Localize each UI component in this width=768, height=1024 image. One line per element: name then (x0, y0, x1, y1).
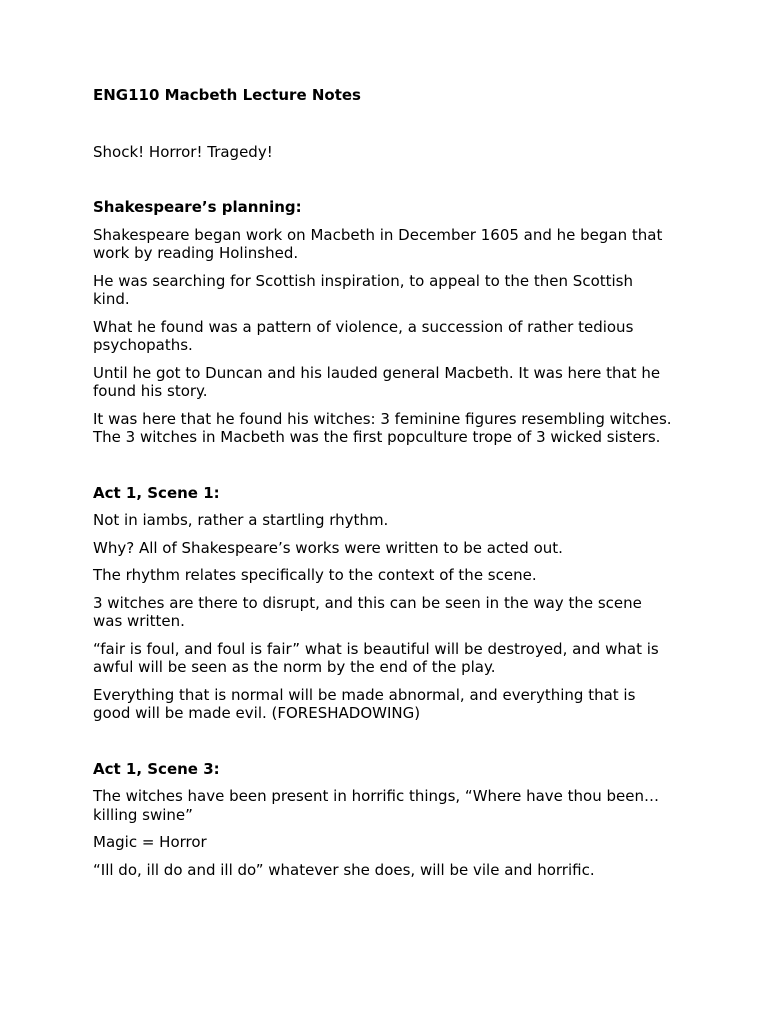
section-shakespeares-planning (93, 198, 673, 447)
paragraph: The rhythm relates specifically to the context of the scene. (93, 566, 537, 584)
paragraph: It was here that he found his witches: 3 feminine figures resembling witches. The 3 witches in Macbeth was the first popculture trope of 3 wicked sisters. (93, 409, 672, 446)
paragraph: Not in iambs, rather a startling rhythm. (93, 511, 389, 529)
paragraph: He was searching for Scottish inspiration, to appeal to the then Scottish kind. (93, 271, 633, 308)
paragraph: What he found was a pattern of violence, a succession of rather tedious psychopaths. (93, 317, 634, 354)
paragraph: Shakespeare began work on Macbeth in December 1605 and he began that work by reading Holinshed. (93, 225, 663, 262)
section-heading: Shakespeare’s planning: (93, 198, 302, 216)
section-act1-scene3 (93, 760, 673, 880)
document-page (93, 86, 673, 888)
paragraph: The witches have been present in horrific things, “Where have thou been… killing swine” (93, 787, 659, 824)
section-act1-scene1 (93, 484, 673, 723)
paragraph: 3 witches are there to disrupt, and this can be seen in the way the scene was written. (93, 593, 642, 630)
paragraph: “fair is foul, and foul is fair” what is beautiful will be destroyed, and what is awful will be seen as the norm by the end of the play. (93, 639, 659, 676)
paragraph: Until he got to Duncan and his lauded general Macbeth. It was here that he found his story. (93, 363, 661, 400)
section-heading: Act 1, Scene 1: (93, 483, 220, 502)
paragraph: Why? All of Shakespeare’s works were written to be acted out. (93, 538, 563, 557)
paragraph: Magic = Horror (93, 833, 207, 851)
section-heading: Act 1, Scene 3: (93, 759, 220, 778)
paragraph: Everything that is normal will be made abnormal, and everything that is good will be made evil. (FORESHADOWING) (93, 685, 636, 722)
intro-line: Shock! Horror! Tragedy! (93, 142, 273, 161)
document-title: ENG110 Macbeth Lecture Notes (93, 86, 361, 104)
paragraph: “Ill do, ill do and ill do” whatever she does, will be vile and horrific. (93, 860, 595, 879)
